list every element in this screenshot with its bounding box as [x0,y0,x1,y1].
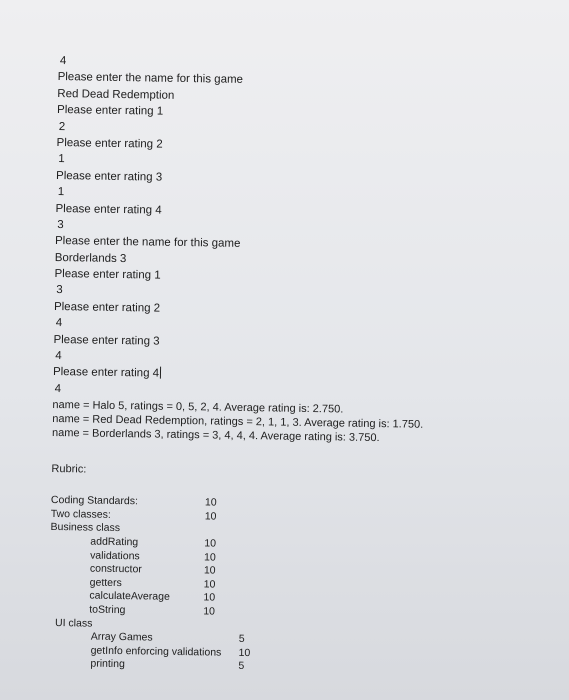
rubric-label: getInfo enforcing validations [90,644,222,659]
console-line: 3 [57,218,64,232]
rubric-score: 10 [204,537,217,550]
rubric-label: Array Games [90,630,153,644]
console-line: Please enter rating 2 [53,300,161,315]
console-line: Red Dead Redemption [57,87,175,102]
rubric-score: 10 [238,646,251,659]
rubric-score: 10 [203,591,216,604]
rubric-score: 5 [238,633,245,646]
console-line: Please enter rating 1 [57,104,164,118]
rubric-score: 5 [238,660,245,673]
console-line: 2 [58,120,66,133]
rubric-section-label: UI class [54,616,93,630]
console-line: Please enter the name for this game [57,71,244,87]
console-line: Please enter rating 4 [55,202,162,217]
console-line: Please enter rating 3 [55,169,163,184]
rubric-score: 10 [204,510,217,523]
rubric-score: 10 [203,605,216,618]
rubric-label: addRating [90,535,139,549]
result-line: name = Halo 5, ratings = 0, 5, 2, 4. Average rating is: 2.750. [52,399,344,416]
rubric-table [48,494,521,678]
console-line: Please enter the name for this game [54,235,241,251]
console-line: Borderlands 3 [54,251,127,265]
console-line: 4 [59,55,67,68]
console-line: 4 [54,382,62,395]
results-block [52,398,523,447]
console-output [48,53,528,678]
rubric-score: 10 [203,564,216,577]
rubric-label: getters [89,576,122,589]
rubric-label: printing [90,657,125,671]
rubric-label: Two classes: [50,507,111,521]
console-line: 3 [56,284,63,297]
rubric-score: 10 [203,578,216,591]
result-line: name = Red Dead Redemption, ratings = 2, 1, 1, 3. Average rating is: 1.750. [52,413,424,431]
text-cursor [160,367,161,379]
console-line: Please enter rating 1 [54,268,161,282]
console-line-text: Please enter rating 4 [52,366,160,381]
rubric-label: Coding Standards: [50,494,139,508]
console-line: 1 [58,153,65,166]
rubric-label: calculateAverage [89,589,170,604]
console-line: 4 [55,317,63,330]
console-line: Please enter rating 3 [53,333,160,348]
rubric-section-label: Business class [50,521,121,535]
console-line: 1 [57,186,65,199]
rubric-label: toString [89,603,126,617]
rubric-score: 10 [204,496,217,509]
rubric-score: 10 [204,550,216,564]
console-line: 4 [55,350,62,363]
rubric-title: Rubric: [51,463,87,476]
rubric-label: validations [90,549,140,562]
result-line: name = Borderlands 3, ratings = 3, 4, 4, 4. Average rating is: 3.750. [51,427,380,445]
console-line: Please enter rating 2 [56,136,163,151]
rubric-label: constructor [89,562,142,576]
